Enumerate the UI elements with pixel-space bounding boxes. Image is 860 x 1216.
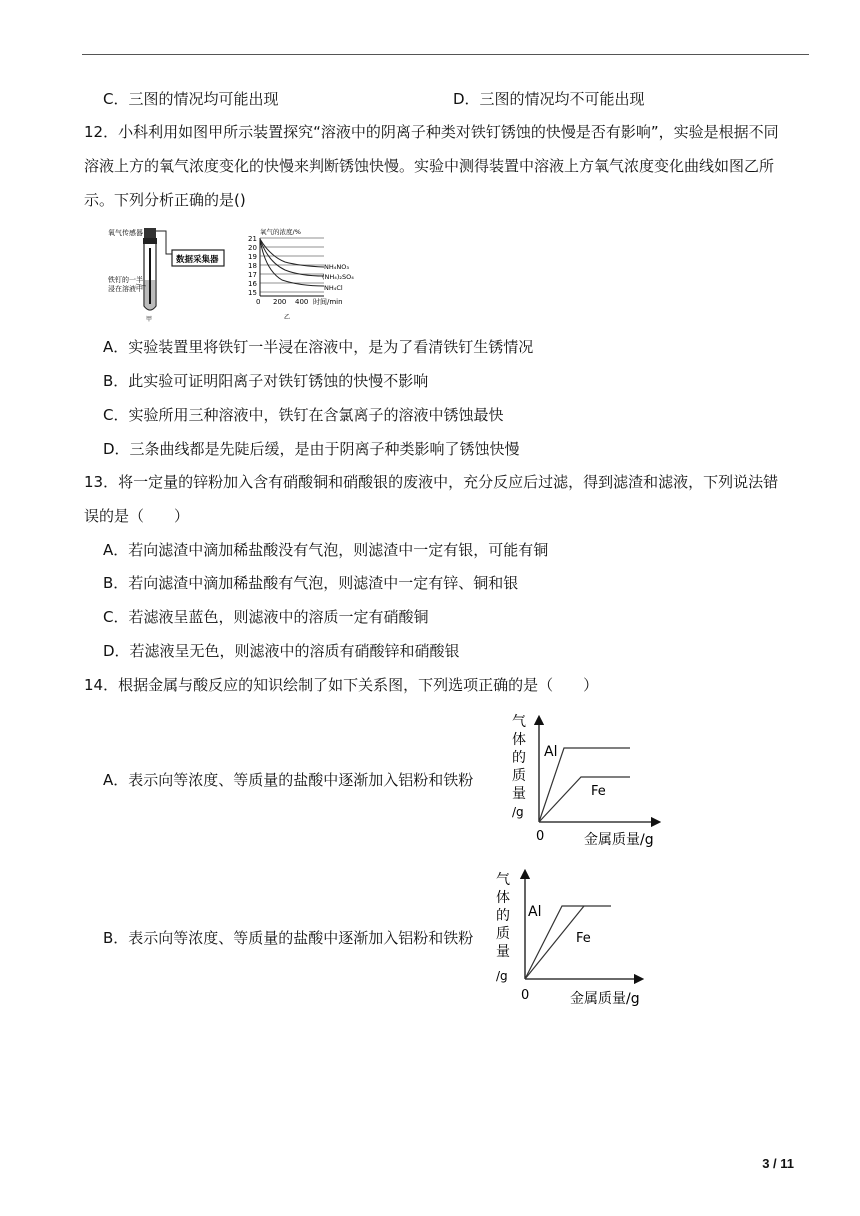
graph-b-ylabel-char: 的 <box>496 908 510 924</box>
q12-figure-oxygen-chart <box>240 224 368 324</box>
q13-stem-line2: 误的是（ ） <box>84 507 190 525</box>
graph-b-al-label: Al <box>528 904 542 920</box>
xtick: 0 <box>256 298 261 306</box>
q13-option-a[interactable]: A．若向滤渣中滴加稀盐酸没有气泡，则滤渣中一定有银，可能有铜 <box>103 541 549 559</box>
graph-b-ylabel-char: 体 <box>496 890 510 906</box>
graph-b-ylabel <box>496 872 510 983</box>
series-label-nh4no3: NH₄NO₃ <box>324 263 349 271</box>
q13-option-d[interactable]: D．若滤液呈无色，则滤液中的溶质有硝酸锌和硝酸银 <box>103 642 460 660</box>
collector-label: 数据采集器 <box>176 255 219 265</box>
nail-label-2: 浸在溶液中 <box>108 285 143 293</box>
curve-nh4cl <box>260 239 324 286</box>
q14-graph-a <box>494 710 664 852</box>
graph-a-ylabel-char: /g <box>512 805 524 819</box>
chart-xlabel: 时间/min <box>313 298 343 306</box>
graph-a-ylabel-char: 体 <box>512 732 526 748</box>
graph-a-ylabel <box>512 714 526 819</box>
ytick: 21 <box>248 235 257 243</box>
q12-stem-line1: 12．小科利用如图甲所示装置探究“溶液中的阴离子种类对铁钉锈蚀的快慢是否有影响”，实验是根据不同 <box>84 123 779 141</box>
q12-option-c[interactable]: C．实验所用三种溶液中，铁钉在含氯离子的溶液中锈蚀最快 <box>103 406 504 424</box>
sensor-body <box>144 228 156 238</box>
ytick: 15 <box>248 289 257 297</box>
nail-label-1: 铁钉的一半 <box>108 276 143 284</box>
graph-b-ylabel-char: 量 <box>496 944 510 960</box>
q14-graph-b <box>484 862 654 1012</box>
graph-a-fe-label: Fe <box>591 784 606 799</box>
q12-stem-line2: 溶液上方的氧气浓度变化的快慢来判断锈蚀快慢。实验中测得装置中溶液上方氧气浓度变化曲线如图乙所 <box>84 157 775 175</box>
graph-a-ylabel-char: 质 <box>512 768 526 784</box>
figure-jia-caption: 甲 <box>146 316 153 323</box>
q13-option-c[interactable]: C．若滤液呈蓝色，则滤液中的溶质一定有硝酸铜 <box>103 608 429 626</box>
q14-option-a[interactable]: A．表示向等浓度、等质量的盐酸中逐渐加入铝粉和铁粉 <box>103 771 474 789</box>
chart-ylabel: 氧气的浓度/% <box>260 228 301 236</box>
xtick: 400 <box>295 298 309 306</box>
sensor-label: 氧气传感器 <box>108 229 143 237</box>
graph-b-ylabel-char: /g <box>496 969 508 983</box>
graph-a-ylabel-char: 量 <box>512 786 526 802</box>
ytick: 20 <box>248 244 257 252</box>
q13-option-b[interactable]: B．若向滤渣中滴加稀盐酸有气泡，则滤渣中一定有锌、铜和银 <box>103 574 519 592</box>
series-label-nh42so4: (NH₄)₂SO₄ <box>322 273 354 281</box>
graph-a-al-label: Al <box>544 744 558 760</box>
chart-yticks <box>248 235 257 297</box>
ytick: 18 <box>248 262 257 270</box>
graph-a-origin: 0 <box>536 829 545 844</box>
rubber-stopper <box>143 238 157 244</box>
q12-option-b[interactable]: B．此实验可证明阳离子对铁钉锈蚀的快慢不影响 <box>103 372 429 390</box>
chart-gridlines <box>260 238 324 292</box>
xtick: 200 <box>273 298 287 306</box>
curve-nh42so4 <box>260 239 324 276</box>
q12-stem-line3: 示。下列分析正确的是() <box>84 191 246 209</box>
graph-b-ylabel-char: 气 <box>496 872 510 888</box>
q14-stem: 14．根据金属与酸反应的知识绘制了如下关系图，下列选项正确的是（ ） <box>84 676 599 694</box>
header-rule <box>82 54 809 55</box>
graph-b-ylabel-char: 质 <box>496 926 510 942</box>
graph-a-xlabel: 金属质量/g <box>584 832 654 848</box>
graph-b-xlabel: 金属质量/g <box>570 991 640 1007</box>
q11-option-c[interactable]: C．三图的情况均可能出现 <box>103 90 279 108</box>
graph-a-ylabel-char: 气 <box>512 714 526 730</box>
graph-b-origin: 0 <box>521 988 530 1003</box>
ytick: 19 <box>248 253 257 261</box>
graph-a-ylabel-char: 的 <box>512 750 526 766</box>
graph-b-fe-label: Fe <box>576 931 591 946</box>
q12-option-d[interactable]: D．三条曲线都是先陡后缓，是由于阴离子种类影响了锈蚀快慢 <box>103 440 520 458</box>
series-label-nh4cl: NH₄Cl <box>324 284 343 292</box>
q11-option-d[interactable]: D．三图的情况均不可能出现 <box>453 90 645 108</box>
ytick: 17 <box>248 271 257 279</box>
figure-yi-caption: 乙 <box>284 314 291 321</box>
sensor-cable <box>156 231 172 254</box>
graph-a-fe-line <box>539 777 630 822</box>
q14-option-b[interactable]: B．表示向等浓度、等质量的盐酸中逐渐加入铝粉和铁粉 <box>103 929 474 947</box>
page-number: 3 / 11 <box>762 1156 794 1171</box>
q12-figure-apparatus <box>106 224 236 324</box>
ytick: 16 <box>248 280 257 288</box>
q13-stem-line1: 13．将一定量的锌粉加入含有硝酸铜和硝酸银的废液中，充分反应后过滤，得到滤渣和滤液，下列说法错 <box>84 473 779 491</box>
q12-option-a[interactable]: A．实验装置里将铁钉一半浸在溶液中，是为了看清铁钉生锈情况 <box>103 338 534 356</box>
curve-nh4no3 <box>260 239 324 267</box>
